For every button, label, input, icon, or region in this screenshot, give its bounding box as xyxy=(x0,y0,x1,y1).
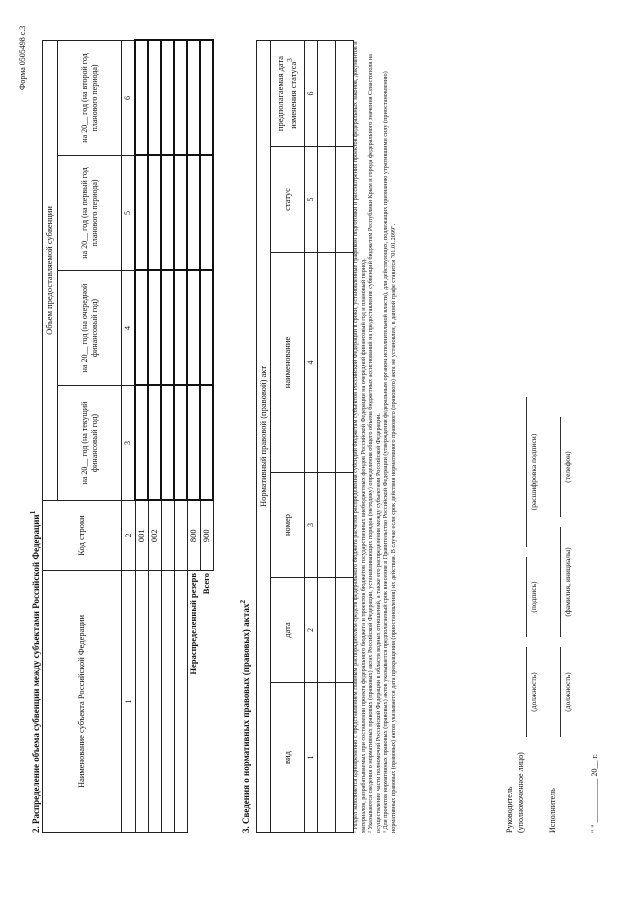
table-row xyxy=(318,40,336,832)
cell-name[interactable] xyxy=(174,571,187,833)
legal-acts-group-header: Нормативный правовой (правовой) акт xyxy=(257,40,271,832)
section2-title xyxy=(28,511,41,833)
col-number-4: 4 xyxy=(122,271,136,386)
col-header-name: Наименование субъекта Российской Федерации xyxy=(43,571,122,833)
col-number-3: 3 xyxy=(122,386,136,501)
col-number-2: 2 xyxy=(305,578,318,683)
head-sub-label: (уполномоченное лицо) xyxy=(516,752,525,833)
col-header-kind: вид xyxy=(271,683,305,833)
cell-value[interactable] xyxy=(135,40,148,155)
cell-value[interactable] xyxy=(174,271,187,386)
cell-value[interactable] xyxy=(148,386,161,501)
row-code-empty xyxy=(161,501,174,571)
cell-value[interactable] xyxy=(187,40,200,155)
cell-value[interactable] xyxy=(135,386,148,501)
cell-value[interactable] xyxy=(336,253,354,473)
footnote-1: ¹ Раздел заполняется одновременно с представлением главным распорядителем средств федерального бюджета расчетов распределения субсидий бюджетам субъектов Российской Федерации в сроки, установленные графиком подготовки и рассмотрения проектов федеральных законов, документов и материалов, разрабатываемых при составлении проекта федерального бюджета и проектов бюджетов государственных внебюджетных фондов Российской Федерации на очередной финансовый год и плановый период. xyxy=(352,41,367,833)
col-header-number: номер xyxy=(271,473,305,578)
section3-title-text: 3. Сведения о нормативных правовых (правовых) актах xyxy=(241,603,251,833)
col-number-5: 5 xyxy=(122,156,136,271)
executor-fio-line[interactable] xyxy=(560,527,561,637)
cell-value[interactable] xyxy=(187,156,200,271)
section3-title-sup: 2 xyxy=(238,599,247,604)
col-number-3: 3 xyxy=(305,473,318,578)
cell-value[interactable] xyxy=(135,156,148,271)
reserve-row xyxy=(187,40,200,832)
total-code: 900 xyxy=(200,501,213,571)
total-label: Всего xyxy=(200,573,211,595)
cell-name[interactable] xyxy=(161,571,174,833)
col-header-date: дата xyxy=(271,578,305,683)
head-signature-line[interactable] xyxy=(526,557,527,637)
cell-value[interactable] xyxy=(200,40,213,155)
cell-value[interactable] xyxy=(161,271,174,386)
cell-value[interactable] xyxy=(174,156,187,271)
col-number-4: 4 xyxy=(305,253,318,473)
table-row xyxy=(174,40,187,832)
cell-value[interactable] xyxy=(318,40,336,146)
footnote-3: ³ Для проектов нормативных правовых (правовых) актов указывается предполагаемый срок внесения в Правительство Российской Федерации (утверждения федеральным органом исполнительной власти), для действующих, подлежащих признанию утратившими силу (приостановлению) нормативных правовых (правовых) актов указывается дата прекращения (приостановления) их действия. В случае если срок действия нормативного правового (правового) акта не установлен, в данной графе ставится "01.01.2099". xyxy=(382,71,397,833)
head-signature-caption: (подпись) xyxy=(529,581,538,613)
cell-value[interactable] xyxy=(318,473,336,578)
cell-value[interactable] xyxy=(161,386,174,501)
executor-label: Исполнитель xyxy=(548,788,557,833)
section2-title-text: 2. Распределение объема субвенции между субъектами Российской Федерации xyxy=(31,514,41,833)
col-header-status: статус xyxy=(271,147,305,253)
footnote-2: ² Указываются сведения о нормативных правовых (правовых) актах Российской Федерации, устанавливающих порядок (методику) определения общего объема бюджетных ассигнований на предоставление субвенций бюджетам Республики Крым и города федерального значения Севастополя на осуществление части полномочий Российской Федерации в области водных отношений, а также его распределения между субъектами Российской Федерации. xyxy=(367,54,382,833)
section3-title xyxy=(238,600,251,833)
cell-value[interactable] xyxy=(200,386,213,501)
cell-value[interactable] xyxy=(187,271,200,386)
cell-value[interactable] xyxy=(200,271,213,386)
reserve-label: Нераспределенный резерв xyxy=(187,573,198,675)
col-number-6: 6 xyxy=(122,40,136,155)
col-header-title: наименование xyxy=(271,253,305,473)
row-code: 002 xyxy=(148,501,161,571)
date-line[interactable]: " " ___________ 20__ г. xyxy=(590,754,599,833)
cell-value[interactable] xyxy=(200,156,213,271)
legal-acts-table xyxy=(256,40,354,833)
col-number-1: 1 xyxy=(122,571,136,833)
col-header-code: Код строки xyxy=(43,501,122,571)
table-row xyxy=(148,40,161,832)
col-header-group: Объем предоставляемой субвенции xyxy=(43,40,58,500)
subvention-table xyxy=(42,39,214,833)
head-position-line[interactable] xyxy=(526,647,527,737)
cell-value[interactable] xyxy=(318,683,336,833)
cell-value[interactable] xyxy=(148,156,161,271)
col-header-period-1: на 20__ год (на текущий финансовый год) xyxy=(58,386,122,501)
col-number-2: 2 xyxy=(122,501,136,571)
cell-value[interactable] xyxy=(148,40,161,155)
executor-phone-caption: (телефон) xyxy=(563,451,572,483)
table-row xyxy=(336,40,354,832)
cell-value[interactable] xyxy=(174,40,187,155)
executor-fio-caption: (фамилия, инициалы) xyxy=(563,547,572,617)
row-code-empty xyxy=(174,501,187,571)
cell-value[interactable] xyxy=(336,40,354,146)
col-header-status-date-sup: 3 xyxy=(286,58,295,62)
col-header-period-4: на 20__ год (на второй год планового периода) xyxy=(58,40,122,155)
cell-value[interactable] xyxy=(318,578,336,683)
cell-value[interactable] xyxy=(336,473,354,578)
cell-value[interactable] xyxy=(135,271,148,386)
col-header-status-date-text: предполагаемая дата изменения статуса xyxy=(275,55,298,132)
executor-position-caption: (должность) xyxy=(563,672,572,712)
head-decode-caption: (расшифровка подписи) xyxy=(529,433,538,511)
cell-value[interactable] xyxy=(174,386,187,501)
col-number-5: 5 xyxy=(305,147,318,253)
cell-value[interactable] xyxy=(318,253,336,473)
head-label: Руководитель xyxy=(505,786,514,833)
table-row xyxy=(161,40,174,832)
cell-value[interactable] xyxy=(187,386,200,501)
table-row xyxy=(135,40,148,832)
total-row xyxy=(200,40,213,832)
cell-name[interactable] xyxy=(148,571,161,833)
section2-title-sup: 1 xyxy=(28,510,37,515)
col-header-status-date xyxy=(271,40,305,146)
reserve-code: 800 xyxy=(187,501,200,571)
cell-value[interactable] xyxy=(336,147,354,253)
head-position-caption: (должность) xyxy=(529,672,538,712)
executor-position-line[interactable] xyxy=(560,647,561,737)
cell-value[interactable] xyxy=(336,578,354,683)
cell-value[interactable] xyxy=(318,147,336,253)
col-header-period-2: на 20__ год (на очередной финансовый год) xyxy=(58,271,122,386)
col-number-6: 6 xyxy=(305,40,318,146)
cell-value[interactable] xyxy=(161,156,174,271)
row-code: 001 xyxy=(135,501,148,571)
footnotes xyxy=(352,38,397,833)
executor-phone-line[interactable] xyxy=(560,417,561,517)
cell-value[interactable] xyxy=(336,683,354,833)
cell-value[interactable] xyxy=(161,40,174,155)
cell-value[interactable] xyxy=(148,271,161,386)
cell-name[interactable] xyxy=(135,571,148,833)
head-decode-line[interactable] xyxy=(526,397,527,547)
form-code: Форма 0505498 с.3 xyxy=(18,25,27,90)
col-header-period-3: на 20__ год (на первый год планового периода) xyxy=(58,156,122,271)
col-number-1: 1 xyxy=(305,683,318,833)
